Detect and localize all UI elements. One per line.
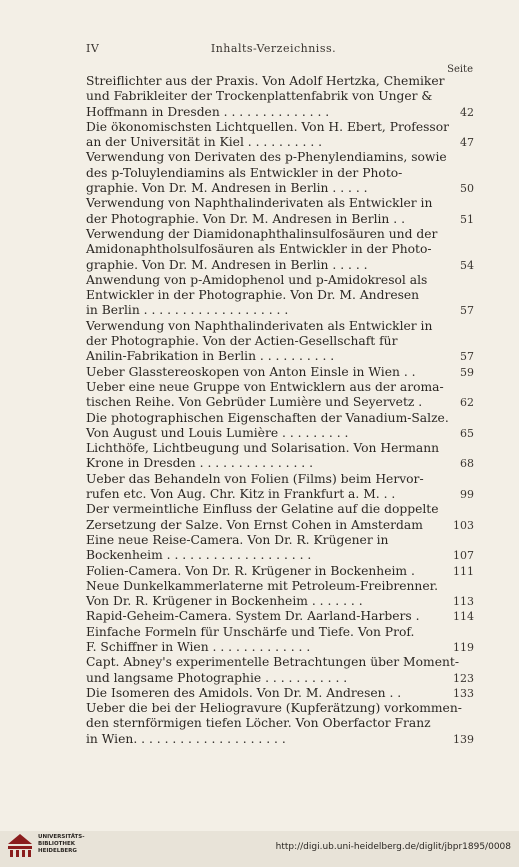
toc-entry-line: Einfache Formeln für Unschärfe und Tiefe. Von Prof. [86,624,415,639]
toc-page-number: 54 [460,258,474,272]
toc-page-number: 119 [453,640,474,654]
library-logo-text [38,834,85,855]
toc-page-number: 133 [453,686,474,700]
toc-page-number: 107 [453,549,474,563]
university-seal-icon [6,832,34,860]
toc-entry-line: Streiflichter aus der Praxis. Von Adolf Hertzka, Chemiker [86,74,445,88]
toc-page-number: 99 [460,488,474,502]
toc-entry-line: Amidonaphtholsulfosäuren als Entwickler in der Photo- [86,242,432,257]
toc-entry [86,624,474,656]
toc-entry-line: und langsame Photographie . . . . . . . . . . . [86,670,348,685]
source-url-link[interactable]: http://digi.ub.uni-heidelberg.de/diglit/jbpr1895/0008 [275,842,511,852]
toc-page-number: 111 [453,564,474,578]
toc-entry-line: Die Isomeren des Amidols. Von Dr. M. Andresen . . [86,685,402,700]
toc-entry-line: Bockenheim . . . . . . . . . . . . . . . . . . . [86,548,312,563]
toc-entry [86,502,474,533]
toc-entry [86,272,474,319]
toc-entry-line: Folien-Camera. Von Dr. R. Krügener in Bockenheim . [86,563,415,578]
toc-entry-line: Zersetzung der Salze. Von Ernst Cohen in Amsterdam [86,517,423,532]
toc-entry-line: Die ökonomischsten Lichtquellen. Von H. Ebert, Professor [86,119,449,134]
toc-entry-line: Verwendung von Derivaten des p-Phenylendiamins, sowie [86,150,447,165]
logo-line: BIBLIOTHEK [38,841,76,847]
toc-entry-line: Krone in Dresden . . . . . . . . . . . . . . . [86,456,313,471]
toc-page-number: 123 [453,671,474,685]
toc-entry [86,196,474,227]
logo-line: UNIVERSITÄTS- [38,834,85,840]
table-of-contents [86,74,474,747]
toc-page-number: 62 [460,396,474,410]
toc-page-number: 139 [453,732,474,746]
toc-entry [86,119,474,151]
toc-entry [86,578,474,610]
toc-entry-line: Ueber die bei der Heliogravure (Kupferätzung) vorkommen- [86,701,462,716]
toc-entry [86,410,474,442]
toc-entry [86,318,474,365]
toc-entry-line: an der Universität in Kiel . . . . . . . . . . [86,135,323,150]
toc-entry-line: Der vermeintliche Einfluss der Gelatine auf die doppelte [86,502,439,517]
toc-page-number: 51 [460,212,474,226]
toc-entry-line: Anilin-Fabrikation in Berlin . . . . . . . . . . [86,349,335,364]
toc-entry [86,685,474,701]
toc-entry-line: den sternförmigen tiefen Löcher. Von Oberfactor Franz [86,716,431,731]
toc-entry [86,609,474,624]
toc-entry-line: Von Dr. R. Krügener in Bockenheim . . . . . . . [86,594,363,609]
toc-entry-line: des p-Toluylendiamins als Entwickler in der Photo- [86,165,403,180]
toc-entry-line: Ueber eine neue Gruppe von Entwicklern aus der aroma- [86,379,444,394]
toc-entry-line: in Wien. . . . . . . . . . . . . . . . . . . . [86,731,286,746]
toc-entry-line: Verwendung der Diamidonaphthalinsulfosäuren und der [86,226,438,241]
toc-entry-line: der Photographie. Von Dr. M. Andresen in Berlin . . [86,211,405,226]
toc-entry-line: Eine neue Reise-Camera. Von Dr. R. Krügener in [86,532,389,547]
logo-line: HEIDELBERG [38,848,77,854]
toc-page-number: 57 [460,304,474,318]
toc-entry-line: graphie. Von Dr. M. Andresen in Berlin . . . . . [86,181,368,196]
toc-page-number: 59 [460,365,474,379]
toc-entry [86,364,474,380]
toc-entry [86,150,474,196]
toc-page-number: 65 [460,426,474,440]
toc-page-number: 57 [460,350,474,364]
toc-entry-line: Verwendung von Naphthalinderivaten als Entwickler in [86,318,433,333]
toc-entry-line: graphie. Von Dr. M. Andresen in Berlin . . . . . [86,257,368,272]
toc-entry [86,701,474,747]
toc-entry [86,74,474,120]
toc-entry-line: Verwendung von Naphthalinderivaten als Entwickler in [86,196,433,211]
toc-entry [86,471,474,503]
toc-entry-line: Lichthöfe, Lichtbeugung und Solarisation. Von Hermann [86,441,440,456]
toc-page-number: 114 [453,610,474,624]
toc-entry [86,655,474,686]
toc-entry-line: Die photographischen Eigenschaften der Vanadium-Salze. [86,410,449,425]
toc-entry-line: Neue Dunkelkammerlaterne mit Petroleum-Freibrenner. [86,578,439,593]
toc-entry [86,563,474,579]
toc-entry-line: tischen Reihe. Von Gebrüder Lumière und Seyervetz . [86,395,423,410]
toc-entry-line: Entwickler in der Photographie. Von Dr. M. Andresen [86,288,420,303]
running-title: Inhalts-Verzeichniss. [210,42,337,55]
toc-entry-line: in Berlin . . . . . . . . . . . . . . . . . . . [86,303,289,318]
toc-entry-line: Anwendung von p-Amidophenol und p-Amidokresol als [86,272,428,287]
toc-entry-line: Ueber das Behandeln von Folien (Films) beim Hervor- [86,471,424,486]
toc-entry-line: rufen etc. Von Aug. Chr. Kitz in Frankfurt a. M. . . [86,487,396,502]
toc-entry-line: Von August und Louis Lumière . . . . . . . . . [86,425,349,440]
toc-page-number: 47 [460,136,474,150]
toc-entry-line: F. Schiffner in Wien . . . . . . . . . . . . . [86,639,311,654]
toc-page-number: 113 [453,595,474,609]
page-column-label: Seite [447,64,473,75]
toc-entry [86,441,474,472]
toc-entry [86,379,474,411]
toc-entry [86,532,474,564]
toc-entry-line: und Fabrikleiter der Trockenplattenfabrik von Unger & [86,89,433,104]
toc-entry-line: Capt. Abney's experimentelle Betrachtungen über Moment- [86,655,460,670]
toc-entry-line: Ueber Glasstereoskopen von Anton Einsle in Wien . . [86,364,416,379]
page-number: IV [86,42,100,55]
toc-page-number: 68 [460,457,474,471]
toc-entry-line: der Photographie. Von der Actien-Gesellschaft für [86,334,398,349]
toc-page-number: 42 [460,105,474,119]
toc-page-number: 50 [460,182,474,196]
toc-entry [86,226,474,273]
toc-entry-line: Rapid-Geheim-Camera. System Dr. Aarland-Harbers . [86,609,420,624]
toc-entry-line: Hoffmann in Dresden . . . . . . . . . . . . . . [86,104,330,119]
toc-page-number: 103 [453,518,474,532]
